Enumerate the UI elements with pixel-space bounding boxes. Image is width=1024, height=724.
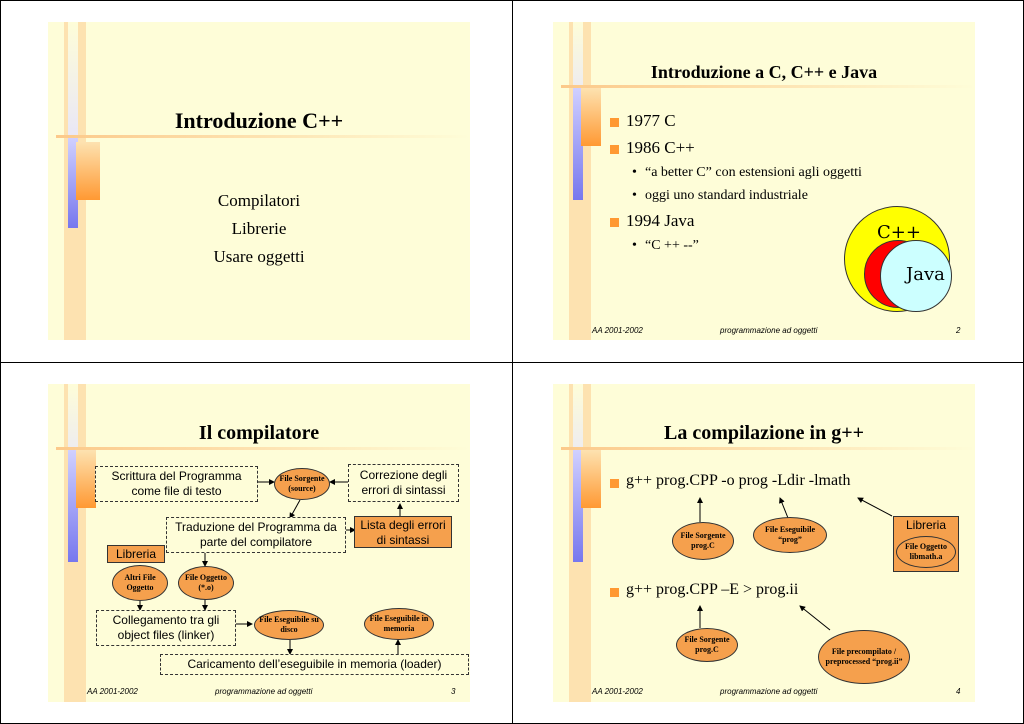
sub-bullet-better-c: “a better C” con estensioni agli oggetti [645, 165, 862, 180]
sub-bullet-dot: • [632, 238, 637, 253]
item-usare-oggetti: Usare oggetti [213, 247, 305, 266]
item-compilatori: Compilatori [217, 191, 301, 210]
ellipse-file-eseguibile: File Eseguibile “prog” [753, 517, 827, 553]
slide-2-title: Introduzione a C, C++ e Java [650, 62, 878, 82]
box-caricamento: Caricamento dell’eseguibile in memoria (loader) [160, 654, 469, 675]
ellipse-eseguibile-memoria: File Eseguibile in memoria [364, 608, 434, 640]
box-lista-errori: Lista degli errori di sintassi [354, 516, 452, 548]
footer-page: 3 [451, 687, 456, 696]
ellipse-file-sorgente: File Sorgente (source) [274, 468, 330, 500]
ellipse-altri-file-oggetto: Altri File Oggetto [112, 565, 168, 601]
footer-left: AA 2001-2002 [592, 326, 643, 335]
bullet-1986: 1986 C++ [626, 138, 695, 157]
bullet-1977: 1977 C [626, 111, 676, 130]
venn-java-label: Java [906, 264, 945, 285]
ellipse-file-oggetto: File Oggetto libmath.a [896, 536, 956, 568]
box-collegamento: Collegamento tra gli object files (linker) [96, 610, 236, 646]
slide-1-title: Introduzione C++ [174, 108, 344, 133]
box-traduzione: Traduzione del Programma da parte del compilatore [166, 517, 346, 553]
ellipse-file-sorgente-2: File Sorgente prog.C [676, 628, 738, 662]
box-correzione: Correzione degli errori di sintassi [348, 464, 459, 502]
sub-bullet-java: “C ++ --” [645, 238, 699, 253]
sub-bullet-dot: • [632, 188, 637, 203]
command-compile: g++ prog.CPP -o prog -Ldir -lmath [626, 472, 851, 489]
libreria-label: Libreria [905, 518, 947, 532]
ellipse-eseguibile-disco: File Eseguibile su disco [254, 610, 324, 640]
item-librerie: Librerie [231, 219, 287, 238]
ellipse-file-oggetto: File Oggetto (*.o) [178, 566, 234, 600]
footer-center: programmazione ad oggetti [720, 326, 818, 335]
slide-3-title: Il compilatore [198, 422, 320, 444]
sub-bullet-standard: oggi uno standard industriale [645, 188, 808, 203]
command-preprocess: g++ prog.CPP –E > prog.ii [626, 581, 799, 598]
footer-page: 4 [956, 687, 961, 696]
footer-center: programmazione ad oggetti [215, 687, 313, 696]
sub-bullet-dot: • [632, 165, 637, 180]
slide-4-title: La compilazione in g++ [663, 422, 865, 444]
footer-left: AA 2001-2002 [87, 687, 138, 696]
ellipse-file-precompilato: File precompilato / preprocessed “prog.ii” [818, 630, 910, 684]
box-libreria: Libreria [107, 545, 165, 563]
footer-page: 2 [956, 326, 961, 335]
footer-left: AA 2001-2002 [592, 687, 643, 696]
bullet-1994: 1994 Java [626, 211, 695, 230]
venn-cpp-label: C++ [877, 222, 921, 243]
box-scrittura: Scrittura del Programma come file di testo [95, 466, 258, 502]
ellipse-file-sorgente-1: File Sorgente prog.C [672, 522, 734, 560]
footer-center: programmazione ad oggetti [720, 687, 818, 696]
